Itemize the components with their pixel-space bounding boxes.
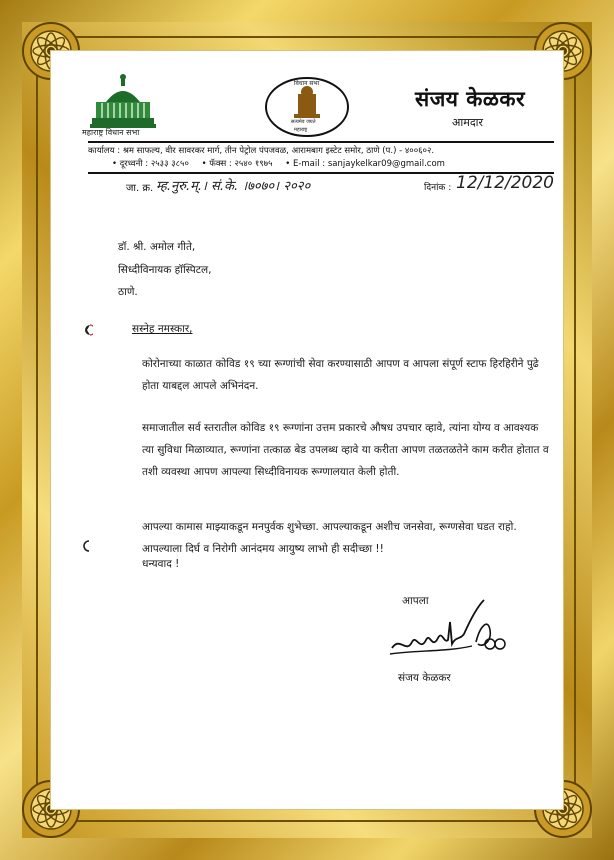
email-address: • E-mail : sanjaykelkar09@gmail.com: [285, 159, 445, 169]
date-label: दिनांक :: [424, 183, 452, 193]
recipient-hospital: सिध्दीविनायक हॉस्पिटल,: [118, 264, 212, 276]
greeting: सस्नेह नमस्कार,: [132, 323, 193, 335]
mla-title: आमदार: [452, 116, 484, 129]
handwritten-signature: [386, 596, 506, 668]
assembly-caption: महाराष्ट्र विधान सभा: [82, 128, 140, 137]
seal-text-top: विधान सभा: [294, 80, 320, 87]
contact-line: [112, 158, 455, 169]
punch-hole-icon: [81, 321, 93, 333]
phone-number: • दूरध्वनी : २५३३ ३८५०: [112, 159, 189, 169]
paragraph-congratulations: कोरोनाच्या काळात कोविड १९ च्या रूग्णांची सेवा करण्यासाठी आपण व आपला संपूर्ण स्टाफ हिरहिरीने पुढे होता याबद्दल आपले अभिनंदन.: [142, 358, 539, 392]
mla-name: संजय केळकर: [415, 87, 526, 111]
thanks-line: धन्यवाद !: [142, 558, 180, 570]
reference-number: म्ह.नुरु.म्.। सं.के. ।७०७०। २०२०: [156, 179, 311, 194]
fax-number: • फॅक्स : २५४० १९७५: [201, 159, 273, 169]
office-address: कार्यालय : श्रम साफल्य, वीर सावरकर मार्ग, तीन पेट्रोल पंपजवळ, आरामबाग इस्टेट समोर, ठाणे (प.) - ४००६०२.: [88, 146, 435, 156]
header-rule-top: [88, 141, 554, 143]
paragraph-services: समाजातील सर्व स्तरातील कोविड १९ रूग्णांना उत्तम प्रकारचे औषध उपचार व्हावे, त्यांना योग्य व आवश्यक त्या सुविधा मिळाव्यात, रूग्णांना तत्काळ बेड उपलब्ध व्हावे या करीता आपण तळतळतेने काम करीत होतात व तशी व्यवस्था आपण आपल्या सिध्दीविनायक रूग्णालयात केली होती.: [142, 422, 549, 478]
letter-date: 12/12/2020: [456, 173, 554, 193]
paragraph-wishes: आपल्या कामास माझ्याकडून मनपुर्वक शुभेच्छा. आपल्याकडून अशीच जनसेवा, रूग्णसेवा घडत राहो. आपल्याला दिर्घ व निरोगी आनंदमय आयुष्य लाभो ही सदीच्छा !!: [142, 521, 517, 555]
signatory-name: संजय केळकर: [398, 672, 451, 684]
seal-text-motto: सत्यमेव जयते: [291, 119, 316, 125]
recipient-city: ठाणे.: [118, 286, 138, 298]
punch-hole-icon: [79, 537, 91, 549]
closing-line: आपला: [402, 595, 429, 607]
seal-text-bottom: महाराष्ट्र: [294, 127, 308, 133]
state-emblem-seal: [264, 76, 350, 138]
recipient-name: डॉ. श्री. अमोल गीते,: [118, 241, 196, 253]
reference-label: जा. क्र.: [126, 183, 154, 194]
